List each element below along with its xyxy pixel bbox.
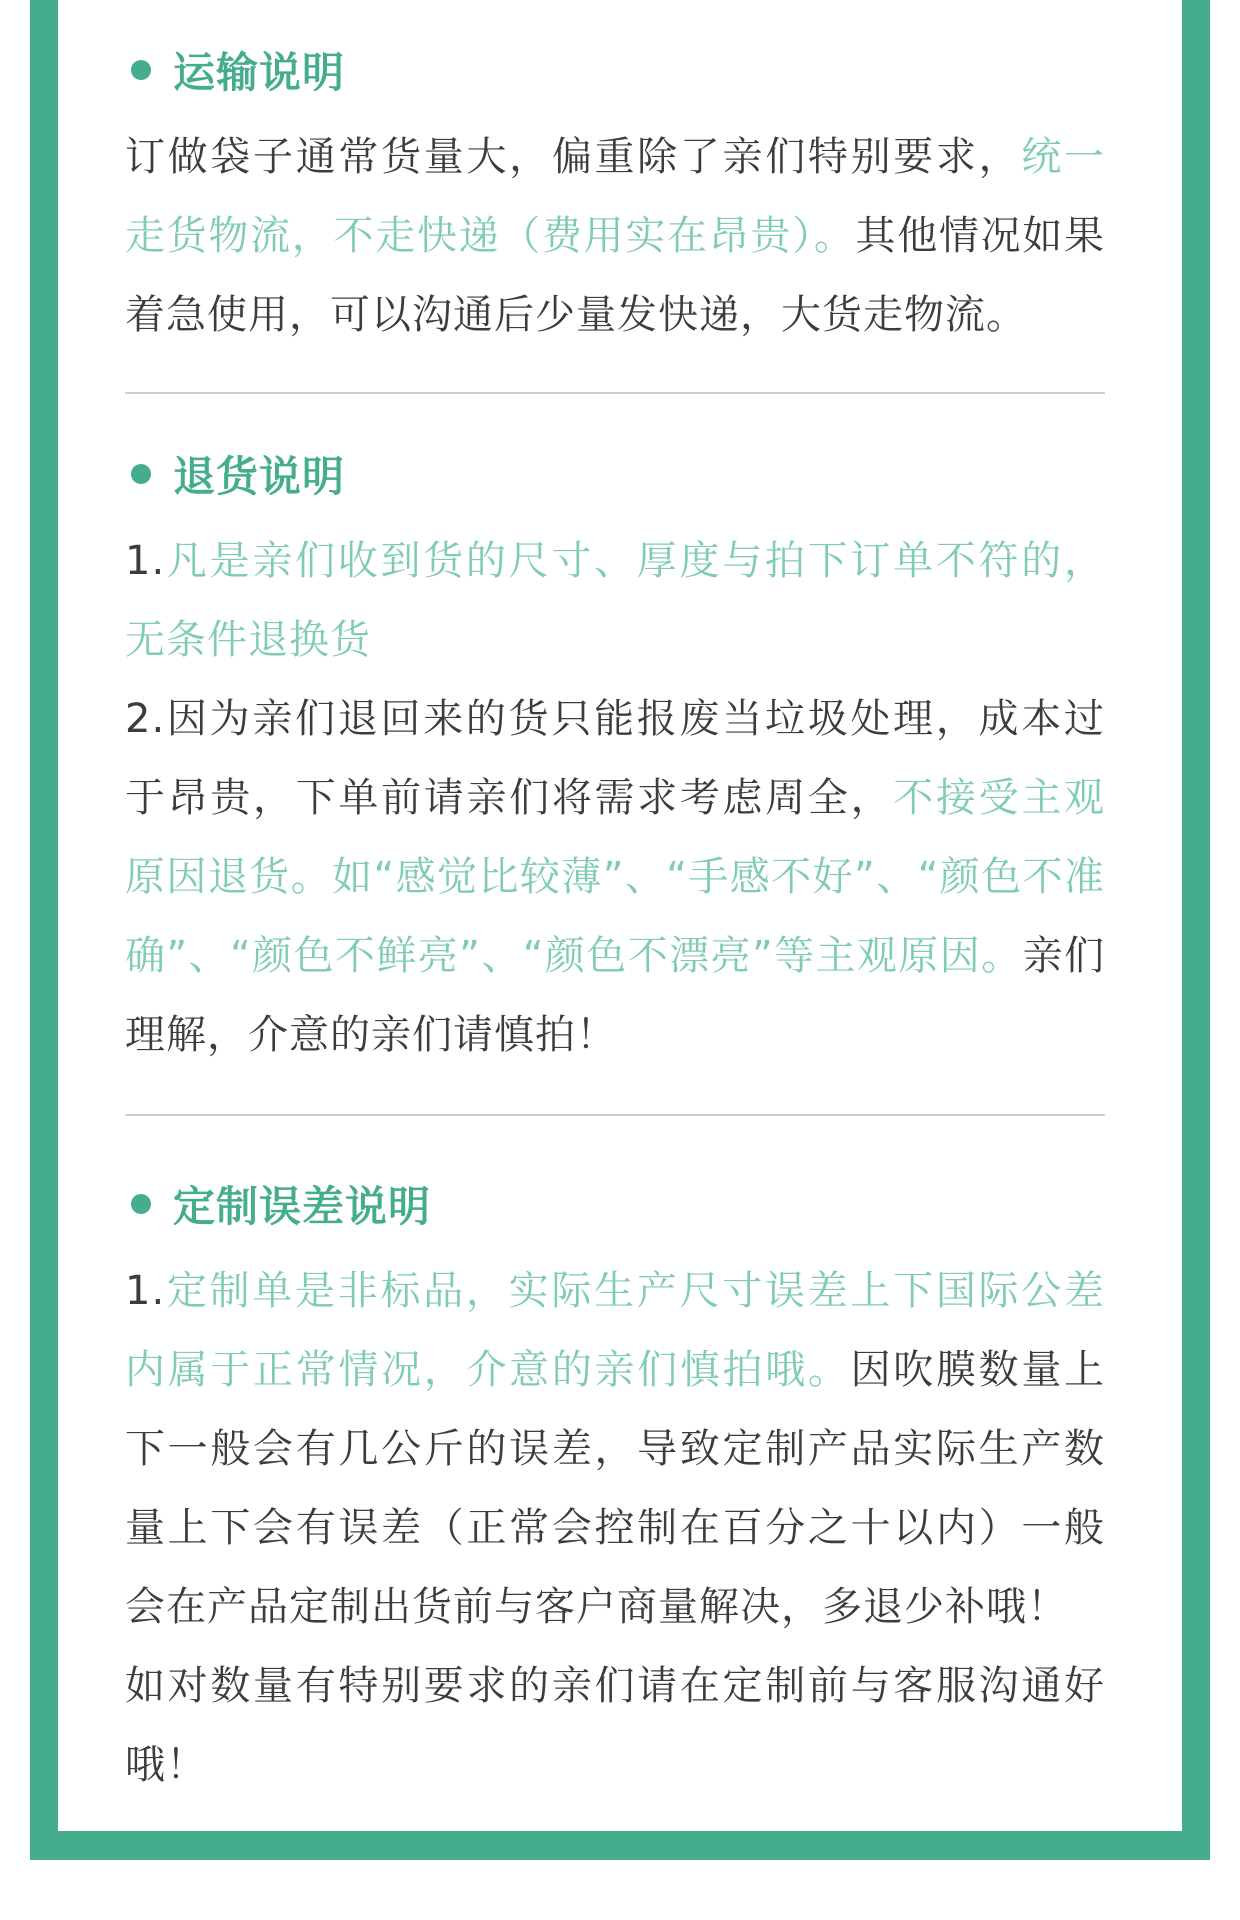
paragraph: [125, 118, 1105, 355]
paragraph: [125, 680, 1105, 1075]
text-run-highlight: 统一走货物流，不走快递（费用实在昂贵）。: [125, 134, 1106, 259]
text-run: 其他情况如果着急使用，可以沟通后少量发快递，大货走物流。: [125, 213, 1106, 338]
paragraph: [125, 1647, 1105, 1805]
section-returns: [125, 444, 1105, 1075]
paragraph: [125, 1252, 1105, 1647]
section-divider: [125, 392, 1105, 394]
text-run: 亲们理解，介意的亲们请慎拍！: [125, 933, 1105, 1058]
text-run: 2.因为亲们退回来的货只能报废当垃圾处理，成本过于昂贵，下单前请亲们将需求考虑周全，: [125, 696, 1105, 821]
text-run: 如对数量有特别要求的亲们请在定制前与客服沟通好哦！: [125, 1663, 1105, 1788]
text-run: 1.: [125, 538, 166, 584]
section-body: [125, 522, 1105, 1075]
section-divider: [125, 1114, 1105, 1116]
bullet-dot-icon: [131, 60, 151, 80]
section-heading: [125, 40, 1105, 100]
text-run: 因吹膜数量上下一般会有几公斤的误差，导致定制产品实际生产数量上下会有误差（正常会控制在百分之十以内）一般会在产品定制出货前与客户商量解决，多退少补哦！: [125, 1347, 1106, 1630]
section-shipping: [125, 40, 1105, 355]
paragraph: [125, 522, 1105, 680]
text-run-highlight: 定制单是非标品，实际生产尺寸误差上下国际公差内属于正常情况，介意的亲们慎拍哦。: [125, 1268, 1105, 1393]
text-run-highlight: 不接受主观原因退货。如“感觉比较薄”、“手感不好”、“颜色不准确”、“颜色不鲜亮”、“颜色不漂亮”等主观原因。: [125, 775, 1106, 979]
section-title: 定制误差说明: [173, 1182, 432, 1231]
section-heading: [125, 444, 1105, 504]
section-tolerance: [125, 1174, 1105, 1805]
bullet-dot-icon: [131, 1194, 151, 1214]
text-run: 1.: [125, 1268, 166, 1314]
section-body: [125, 118, 1105, 355]
text-run-highlight: 凡是亲们收到货的尺寸、厚度与拍下订单不符的，无条件退换货: [125, 538, 1105, 663]
section-title: 运输说明: [173, 48, 346, 97]
section-body: [125, 1252, 1105, 1805]
section-heading: [125, 1174, 1105, 1234]
bullet-dot-icon: [131, 464, 151, 484]
section-title: 退货说明: [173, 452, 346, 501]
text-run: 订做袋子通常货量大，偏重除了亲们特别要求，: [125, 134, 1022, 180]
